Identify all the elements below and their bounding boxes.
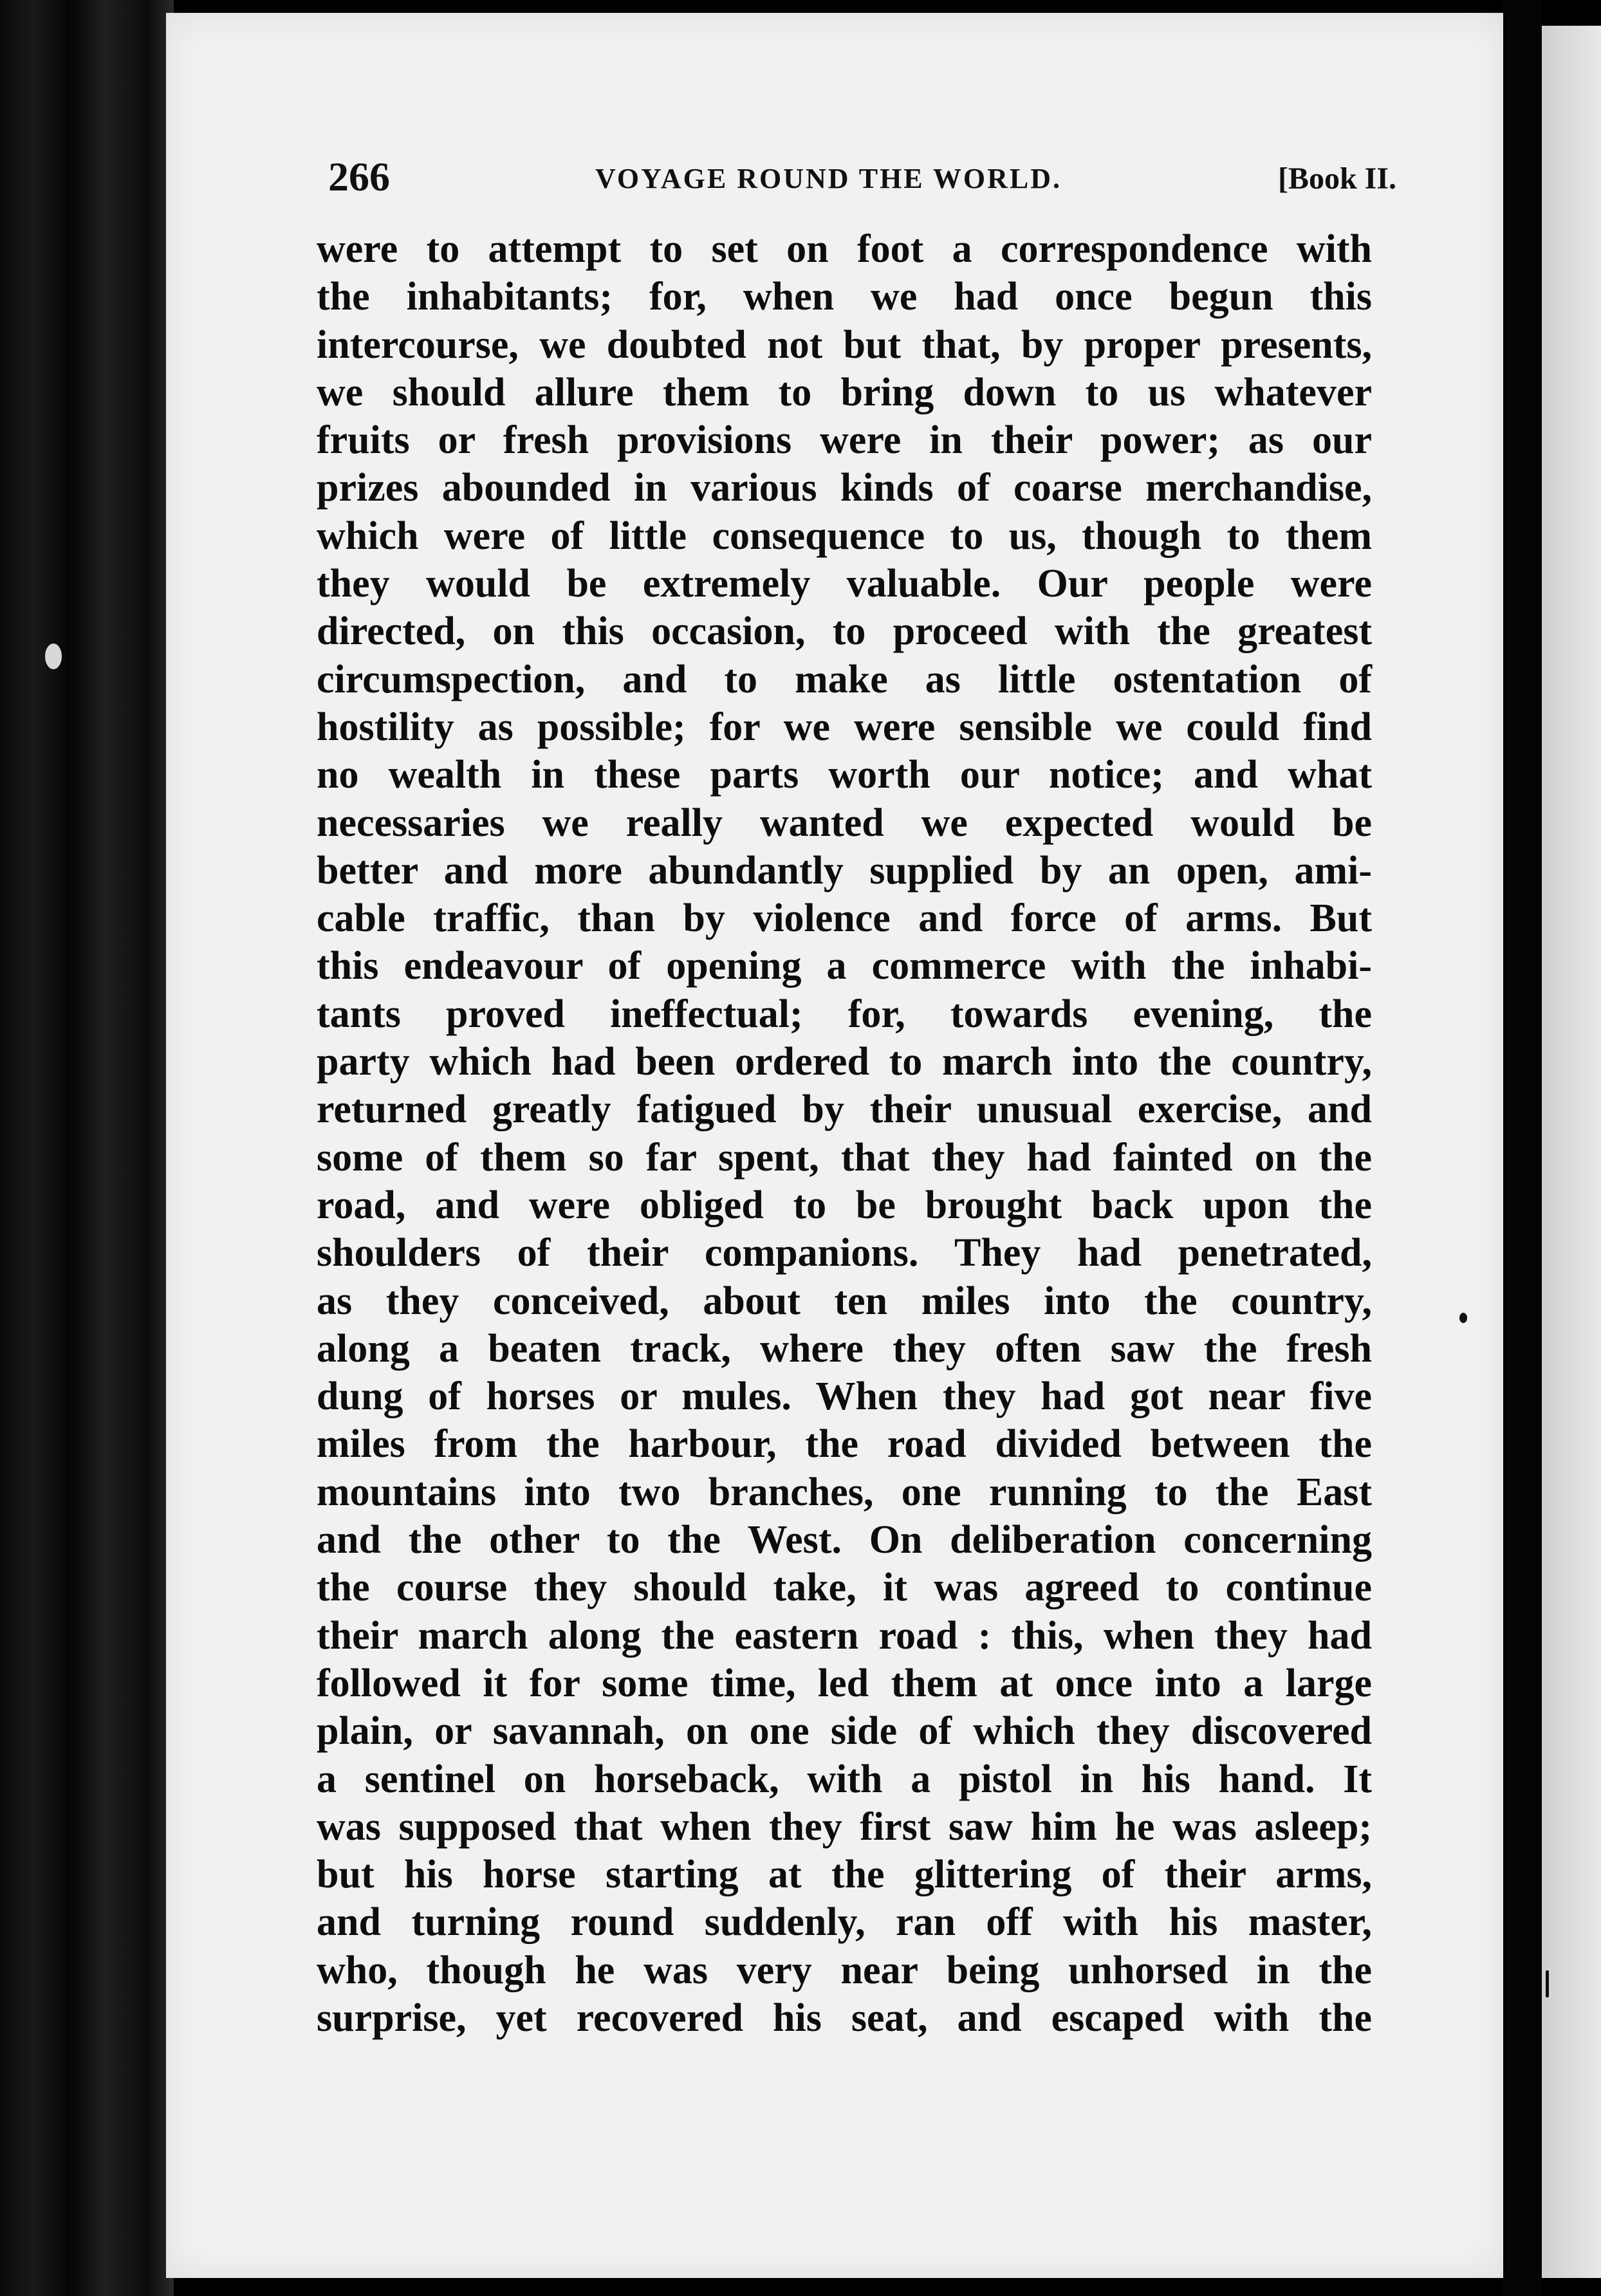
text-line: necessaries we really wanted we expected would be <box>317 801 1372 845</box>
text-line: returned greatly fatigued by their unusual exercise, and <box>317 1088 1372 1132</box>
text-line: prizes abounded in various kinds of coarse merchandise, <box>317 466 1372 510</box>
text-line: cable traffic, than by violence and force of arms. But <box>317 896 1372 941</box>
page-header <box>328 153 1396 205</box>
text-line: party which had been ordered to march into the country, <box>317 1040 1372 1084</box>
text-line: road, and were obliged to be brought back upon the <box>317 1183 1372 1227</box>
text-line: were to attempt to set on foot a correspondence with <box>317 227 1372 271</box>
right-gutter-shadow <box>1503 0 1542 2296</box>
text-line: dung of horses or mules. When they had got near five <box>317 1375 1372 1419</box>
text-line: mountains into two branches, one running to the East <box>317 1470 1372 1514</box>
ink-speck <box>1459 1313 1467 1323</box>
text-line: the inhabitants; for, when we had once begun this <box>317 275 1372 319</box>
text-line: some of them so far spent, that they had fainted on the <box>317 1135 1372 1180</box>
text-line: shoulders of their companions. They had penetrated, <box>317 1231 1372 1275</box>
page-number: 266 <box>328 154 390 199</box>
running-title: VOYAGE ROUND THE WORLD. <box>595 163 1062 194</box>
text-line: we should allure them to bring down to us whatever <box>317 370 1372 414</box>
text-line: along a beaten track, where they often saw the fresh <box>317 1326 1372 1371</box>
text-line: no wealth in these parts worth our notice; and what <box>317 753 1372 797</box>
facing-page-edge <box>1542 26 1601 2278</box>
book-marker: [Book II. <box>1277 162 1396 196</box>
text-line: followed it for some time, led them at once into a large <box>317 1661 1372 1705</box>
text-line: directed, on this occasion, to proceed with the greatest <box>317 609 1372 654</box>
text-line: circumspection, and to make as little ostentation of <box>317 657 1372 701</box>
text-line: plain, or savannah, on one side of which they discovered <box>317 1709 1372 1754</box>
body-text <box>317 225 1372 2042</box>
book-spine-edge <box>0 0 174 2296</box>
text-line: the course they should take, it was agreed to continue <box>317 1566 1372 1610</box>
text-line: was supposed that when they first saw him he was asleep; <box>317 1804 1372 1849</box>
text-line: and turning round suddenly, ran off with his master, <box>317 1900 1372 1945</box>
text-line: they would be extremely valuable. Our people were <box>317 562 1372 606</box>
text-line: intercourse, we doubted not but that, by proper presents, <box>317 322 1372 367</box>
text-line: but his horse starting at the glittering of their arms, <box>317 1853 1372 1897</box>
text-line: a sentinel on horseback, with a pistol in his hand. It <box>317 1757 1372 1801</box>
text-line: miles from the harbour, the road divided between the <box>317 1422 1372 1467</box>
text-line: who, though he was very near being unhorsed in the <box>317 1948 1372 1992</box>
text-line: tants proved ineffectual; for, towards evening, the <box>317 992 1372 1036</box>
text-line: better and more abundantly supplied by an open, ami- <box>317 848 1372 893</box>
text-line: this endeavour of opening a commerce with the inhabi- <box>317 944 1372 988</box>
text-line: hostility as possible; for we were sensible we could find <box>317 705 1372 749</box>
text-line: fruits or fresh provisions were in their power; as our <box>317 418 1372 463</box>
text-line: which were of little consequence to us, though to them <box>317 514 1372 558</box>
ink-speck <box>45 643 62 669</box>
ink-speck <box>1546 1970 1549 1997</box>
text-line: their march along the eastern road : this, when they had <box>317 1613 1372 1658</box>
text-line: as they conceived, about ten miles into the country, <box>317 1279 1372 1323</box>
text-line: surprise, yet recovered his seat, and escaped with the <box>317 1995 1372 2040</box>
text-line: and the other to the West. On deliberation concerning <box>317 1518 1372 1562</box>
